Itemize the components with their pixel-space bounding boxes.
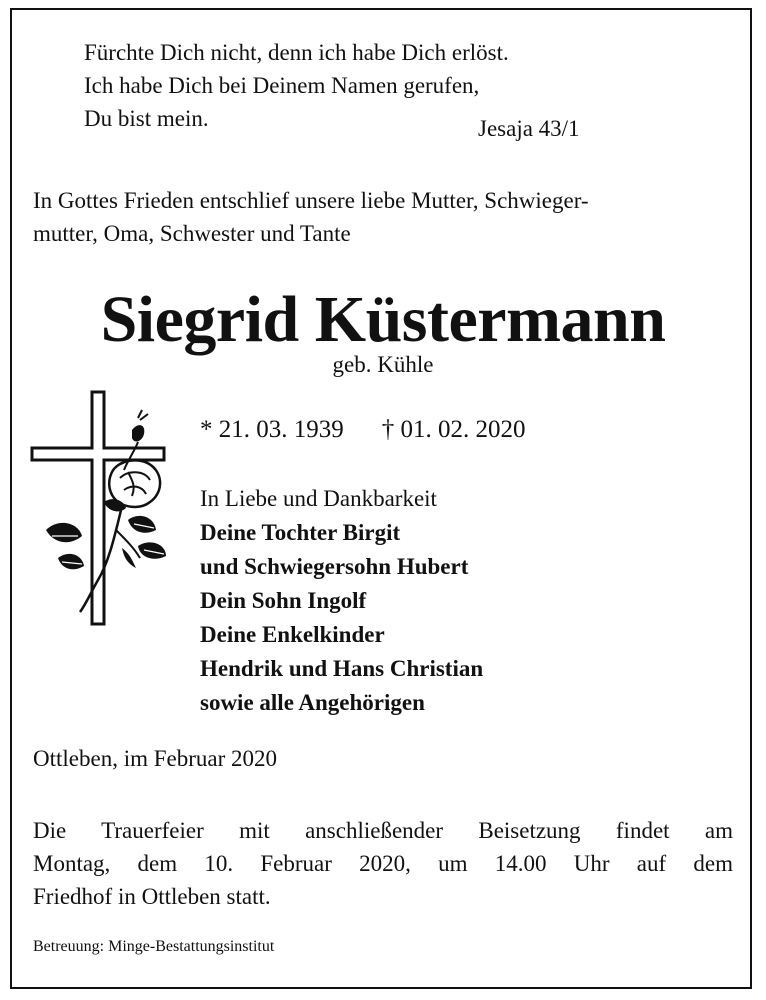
verse-line: Du bist mein. <box>84 106 209 131</box>
intro-text <box>33 184 589 250</box>
verse-line: Fürchte Dich nicht, denn ich habe Dich erlöst. <box>84 40 509 65</box>
verse-reference: Jesaja 43/1 <box>478 116 580 141</box>
cross-with-rose-icon <box>28 390 170 628</box>
mourner-line: und Schwiegersohn Hubert <box>200 554 469 579</box>
funeral-line: Friedhof in Ottleben statt. <box>33 884 271 909</box>
intro-line: mutter, Oma, Schwester und Tante <box>33 221 351 246</box>
funeral-notice <box>33 814 733 913</box>
mourner-line: Deine Tochter Birgit <box>200 520 401 545</box>
funeral-line: Die Trauerfeier mit anschließender Beisetzung findet am <box>33 818 733 843</box>
mourners-list <box>200 482 483 720</box>
death-date: † 01. 02. 2020 <box>381 416 526 443</box>
mourner-line: sowie alle Angehörigen <box>200 690 425 715</box>
funeral-home-credit: Betreuung: Minge-Bestattungsinstitut <box>33 938 275 955</box>
intro-line: In Gottes Frieden entschlief unsere liebe Mutter, Schwieger- <box>33 188 589 213</box>
place-and-date: Ottleben, im Februar 2020 <box>33 746 278 771</box>
bible-verse <box>84 36 509 135</box>
life-dates <box>200 416 526 444</box>
mourner-line: Hendrik und Hans Christian <box>200 656 484 681</box>
deceased-name: Siegrid Küstermann <box>100 283 666 356</box>
mourners-intro: In Liebe und Dankbarkeit <box>200 486 437 511</box>
mourner-line: Deine Enkelkinder <box>200 622 385 647</box>
verse-line: Ich habe Dich bei Deinem Namen gerufen, <box>84 73 480 98</box>
birth-date: * 21. 03. 1939 <box>200 416 344 443</box>
funeral-line: Montag, dem 10. Februar 2020, um 14.00 Uhr auf dem <box>33 851 733 876</box>
maiden-name: geb. Kühle <box>332 352 434 377</box>
mourner-line: Dein Sohn Ingolf <box>200 588 367 613</box>
